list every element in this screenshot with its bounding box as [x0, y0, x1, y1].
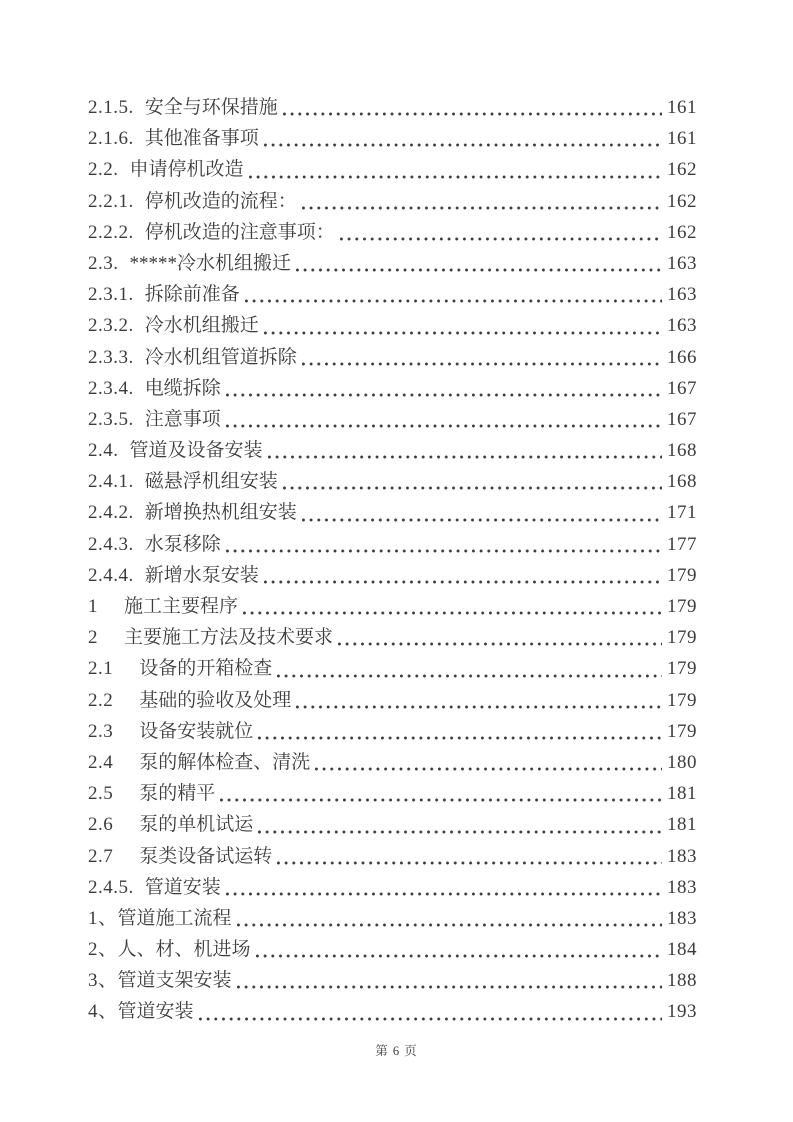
table-of-contents [88, 92, 697, 1028]
toc-entry-number: 2.4.3. [88, 533, 134, 555]
toc-entry-page: 171 [667, 502, 697, 524]
toc-entry-number: 2.4.5. [88, 876, 134, 898]
toc-entry-title: 设备的开箱检查 [139, 658, 273, 680]
toc-entry-title: 停机改造的注意事项： [144, 221, 335, 243]
toc-entry-number: 2.2 [88, 689, 114, 711]
toc-entry[interactable] [88, 903, 697, 934]
toc-entry-number: 2.2. [88, 159, 119, 181]
toc-entry-number: 3、 [88, 970, 118, 992]
toc-entry-title: 管道施工流程 [117, 907, 232, 929]
toc-entry-title: 拆除前准备 [144, 284, 240, 306]
toc-entry-page: 181 [667, 783, 697, 805]
toc-entry[interactable] [88, 466, 697, 497]
page-number-footer: 第 6 页 [375, 1044, 418, 1058]
dot-leader [283, 486, 662, 490]
toc-entry[interactable] [88, 934, 697, 965]
toc-entry-number: 2.2.2. [88, 221, 134, 243]
toc-entry[interactable] [88, 435, 697, 466]
toc-entry[interactable] [88, 497, 697, 528]
dot-leader [277, 861, 662, 865]
toc-entry-number: 4、 [88, 1001, 118, 1023]
toc-entry-page: 183 [667, 907, 697, 929]
toc-entry-title: 施工主要程序 [124, 596, 239, 617]
toc-entry-page: 183 [667, 876, 697, 898]
toc-entry-title: 电缆拆除 [144, 377, 221, 399]
dot-leader [268, 455, 662, 459]
dot-leader [315, 767, 662, 771]
toc-entry-number: 2.3.2. [88, 315, 134, 337]
toc-entry[interactable] [88, 747, 697, 778]
toc-entry-title: 泵类设备试运转 [139, 845, 273, 867]
toc-entry-page: 193 [667, 1001, 697, 1023]
dot-leader [302, 518, 662, 522]
dot-leader [340, 237, 662, 241]
dot-leader [338, 642, 662, 646]
toc-entry-title: 人、材、机进场 [117, 939, 251, 961]
dot-leader [249, 175, 662, 179]
dot-leader [199, 1017, 662, 1021]
toc-entry-page: 179 [667, 658, 697, 680]
dot-leader [264, 331, 662, 335]
toc-entry-page: 161 [667, 128, 697, 150]
toc-entry-number: 2.4.1. [88, 471, 134, 493]
dot-leader [243, 611, 662, 615]
toc-entry-title: 停机改造的流程： [144, 190, 297, 212]
toc-entry[interactable] [88, 622, 697, 653]
toc-entry[interactable] [88, 342, 697, 373]
toc-entry-title: 冷水机组管道拆除 [144, 346, 297, 368]
toc-entry-title: 磁悬浮机组安装 [144, 471, 278, 493]
toc-entry-number: 2.4 [88, 751, 114, 773]
dot-leader [237, 923, 662, 927]
toc-entry-page: 181 [667, 814, 697, 836]
toc-entry[interactable] [88, 92, 697, 123]
toc-entry[interactable] [88, 154, 697, 185]
toc-entry[interactable] [88, 965, 697, 996]
toc-entry-page: 167 [667, 408, 697, 430]
toc-entry-number: 2 [88, 627, 98, 649]
dot-leader [302, 362, 662, 366]
toc-entry-page: 162 [667, 190, 697, 212]
dot-leader [283, 112, 662, 116]
toc-entry[interactable] [88, 279, 697, 310]
toc-entry-number: 2.1 [88, 658, 114, 680]
dot-leader [226, 393, 662, 397]
toc-entry-page: 179 [667, 564, 697, 586]
toc-entry-title: 注意事项 [144, 408, 221, 430]
toc-entry[interactable] [88, 841, 697, 872]
toc-entry[interactable] [88, 404, 697, 435]
toc-entry-page: 177 [667, 533, 697, 555]
toc-entry[interactable] [88, 996, 697, 1027]
toc-entry[interactable] [88, 716, 697, 747]
toc-entry-page: 183 [667, 845, 697, 867]
toc-entry-number: 2.3.5. [88, 408, 134, 430]
dot-leader [226, 424, 662, 428]
toc-entry-page: 167 [667, 377, 697, 399]
dot-leader [220, 798, 662, 802]
toc-entry-title: 新增水泵安装 [144, 564, 259, 586]
toc-entry-page: 162 [667, 221, 697, 243]
toc-entry[interactable] [88, 778, 697, 809]
toc-entry-number: 2.7 [88, 845, 114, 867]
dot-leader [245, 299, 662, 303]
toc-entry-number: 2.3.3. [88, 346, 134, 368]
toc-entry-page: 180 [667, 751, 697, 773]
toc-entry-number: 2.1.6. [88, 128, 134, 150]
toc-entry-page: 166 [667, 346, 697, 368]
toc-entry-number: 2.4.2. [88, 502, 134, 524]
toc-entry-number: 2.3.1. [88, 284, 134, 306]
toc-entry-title: *****冷水机组搬迁 [129, 252, 292, 274]
toc-entry-title: 水泵移除 [144, 533, 221, 555]
toc-entry-title: 设备安装就位 [139, 720, 254, 742]
toc-entry[interactable] [88, 248, 697, 279]
toc-entry[interactable] [88, 310, 697, 341]
toc-entry-title: 管道支架安装 [117, 970, 232, 992]
toc-entry-number: 2.6 [88, 814, 114, 836]
toc-entry-page: 163 [667, 315, 697, 337]
toc-entry-page: 184 [667, 939, 697, 961]
toc-entry-title: 其他准备事项 [144, 128, 259, 150]
toc-entry[interactable] [88, 685, 697, 716]
toc-entry[interactable] [88, 529, 697, 560]
toc-entry-title: 基础的验收及处理 [139, 689, 292, 711]
dot-leader [226, 892, 662, 896]
toc-entry-page: 188 [667, 970, 697, 992]
dot-leader [264, 143, 662, 147]
toc-entry[interactable] [88, 872, 697, 903]
dot-leader [302, 206, 662, 210]
toc-entry-number: 1 [88, 596, 98, 617]
toc-entry-title: 冷水机组搬迁 [144, 315, 259, 337]
dot-leader [296, 705, 662, 709]
toc-entry-number: 2.3.4. [88, 377, 134, 399]
toc-entry[interactable] [88, 373, 697, 404]
toc-entry-title: 申请停机改造 [129, 159, 244, 181]
toc-entry-title: 泵的精平 [139, 783, 216, 805]
dot-leader [264, 580, 662, 584]
toc-entry[interactable] [88, 653, 697, 684]
toc-entry-page: 179 [667, 720, 697, 742]
toc-entry[interactable] [88, 560, 697, 591]
dot-leader [296, 268, 662, 272]
toc-entry-number: 2、 [88, 939, 118, 961]
toc-entry-page: 168 [667, 471, 697, 493]
toc-entry[interactable] [88, 186, 697, 217]
toc-entry-page: 179 [667, 627, 697, 649]
toc-entry[interactable] [88, 217, 697, 248]
toc-entry-number: 1、 [88, 907, 118, 929]
toc-entry-number: 2.5 [88, 783, 114, 805]
toc-entry-number: 2.2.1. [88, 190, 134, 212]
toc-entry-page: 163 [667, 252, 697, 274]
toc-entry-number: 2.4. [88, 440, 119, 462]
toc-entry-number: 2.3 [88, 720, 114, 742]
toc-entry-number: 2.4.4. [88, 564, 134, 586]
toc-entry-title: 泵的单机试运 [139, 814, 254, 836]
toc-entry[interactable] [88, 591, 697, 622]
toc-entry-title: 管道安装 [144, 876, 221, 898]
dot-leader [226, 549, 662, 553]
toc-entry-title: 管道安装 [117, 1001, 194, 1023]
toc-entry-number: 2.1.5. [88, 97, 134, 118]
toc-entry-title: 新增换热机组安装 [144, 502, 297, 524]
dot-leader [258, 830, 662, 834]
toc-entry[interactable] [88, 809, 697, 840]
toc-entry-page: 161 [667, 97, 697, 118]
toc-entry-page: 162 [667, 159, 697, 181]
toc-entry-page: 168 [667, 440, 697, 462]
dot-leader [256, 954, 662, 958]
dot-leader [237, 985, 662, 989]
toc-entry-number: 2.3. [88, 252, 119, 274]
toc-entry-page: 179 [667, 596, 697, 617]
dot-leader [258, 736, 662, 740]
toc-entry-page: 163 [667, 284, 697, 306]
toc-entry-page: 179 [667, 689, 697, 711]
toc-entry-title: 安全与环保措施 [144, 97, 278, 118]
dot-leader [277, 674, 662, 678]
toc-entry-title: 泵的解体检查、清洗 [139, 751, 311, 773]
toc-entry[interactable] [88, 123, 697, 154]
toc-entry-title: 管道及设备安装 [129, 440, 263, 462]
toc-entry-title: 主要施工方法及技术要求 [124, 627, 334, 649]
